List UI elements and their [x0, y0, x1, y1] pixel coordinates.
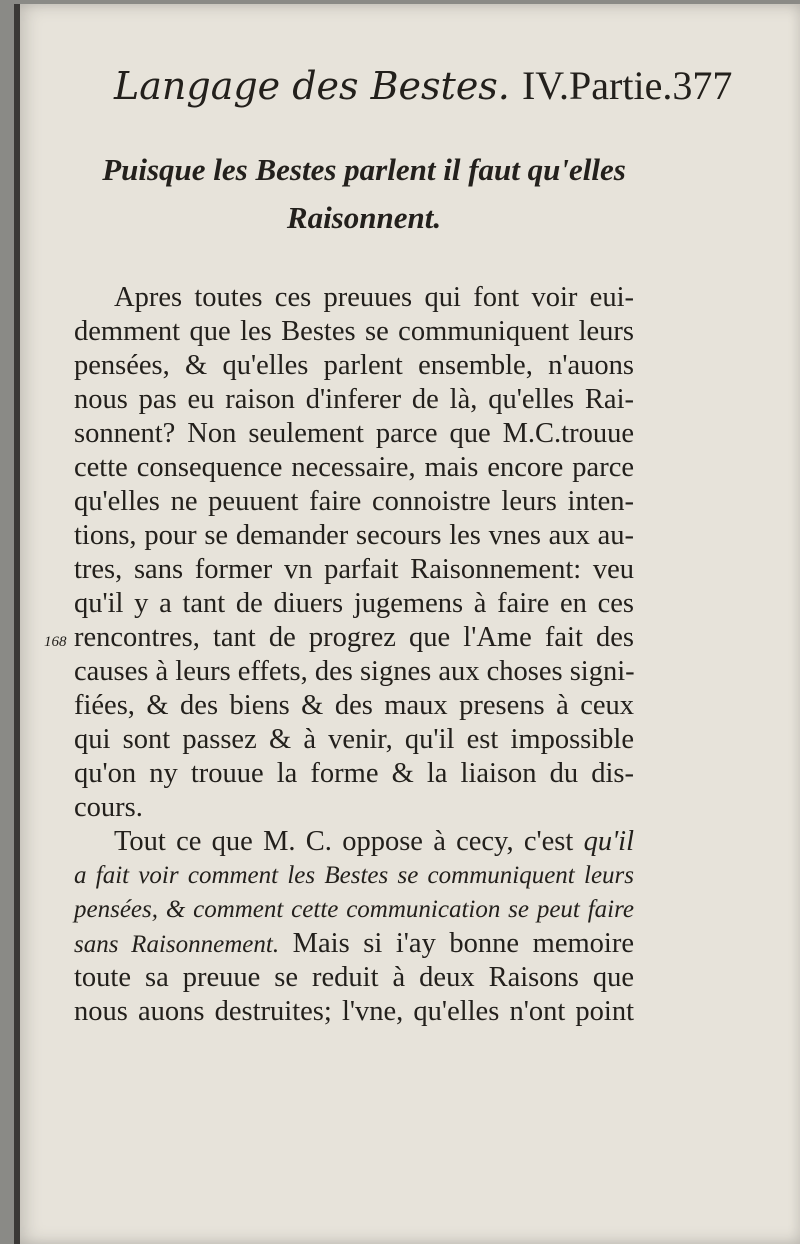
- body-line: qu'on ny trouue la forme & la liaison du dis-: [74, 758, 634, 789]
- para2-line-1: [114, 824, 634, 860]
- body-line: sonnent? Non seulement parce que M.C.trouue: [74, 418, 634, 449]
- para2-italic: sans Raisonnement.: [74, 931, 280, 958]
- page-spine: [14, 4, 20, 1244]
- body-line: fiées, & des biens & des maux presens à ceux: [74, 690, 634, 721]
- para2-line-2: a fait voir comment les Bestes se communiquent leurs: [74, 862, 634, 889]
- part-page-number: IV.Partie.377: [521, 63, 733, 108]
- para2-text: Tout ce que M. C. oppose à cecy, c'est: [114, 826, 584, 857]
- body-line: cette consequence necessaire, mais encore parce: [74, 452, 634, 483]
- chapter-title-line-2: Raisonnent.: [286, 200, 442, 235]
- book-page: [14, 4, 800, 1244]
- body-line: pensées, & qu'elles parlent ensemble, n'auons: [74, 350, 634, 381]
- para2-line-4: [74, 926, 634, 962]
- body-line: causes à leurs effets, des signes aux choses signi-: [74, 656, 635, 687]
- running-header: [114, 62, 733, 112]
- body-line: tres, sans former vn parfait Raisonnement: veu: [74, 554, 634, 585]
- running-title: Langage des Bestes.: [114, 64, 510, 108]
- body-line: rencontres, tant de progrez que l'Ame fait des: [74, 622, 634, 653]
- para2-line-6: nous auons destruites; l'vne, qu'elles n'ont point: [74, 996, 634, 1027]
- body-line: qu'il y a tant de diuers jugemens à faire en ces: [74, 588, 634, 619]
- para2-line-5: toute sa preuue se reduit à deux Raisons que: [74, 962, 634, 993]
- body-line: demment que les Bestes se communiquent leurs: [74, 316, 634, 347]
- body-line: qui sont passez & à venir, qu'il est impossible: [74, 724, 634, 755]
- body-line: cours.: [74, 792, 143, 823]
- body-line: tions, pour se demander secours les vnes aux au-: [74, 520, 634, 551]
- chapter-title-line-1: Puisque les Bestes parlent il faut qu'elles: [102, 152, 626, 187]
- body-line: Apres toutes ces preuues qui font voir eui-: [114, 282, 634, 313]
- para2-italic: qu'il: [583, 826, 634, 857]
- body-line: qu'elles ne peuuent faire connoistre leurs inten-: [74, 486, 634, 517]
- margin-note: 168: [44, 634, 67, 650]
- para2-text: Mais si i'ay bonne memoire: [279, 928, 634, 959]
- para2-line-3: pensées, & comment cette communication se peut faire: [74, 896, 634, 923]
- body-line: nous pas eu raison d'inferer de là, qu'elles Rai-: [74, 384, 634, 415]
